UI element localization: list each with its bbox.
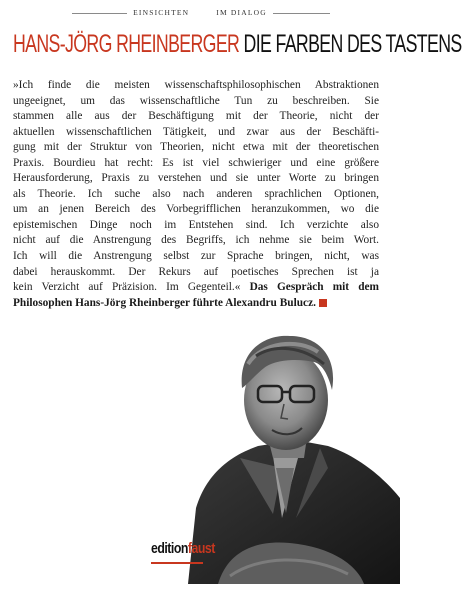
imprint-underline: [151, 562, 203, 564]
quote-line: stammen alle aus der Beschäftigung mit der Theorie, nicht der: [13, 110, 379, 123]
publisher-name-part2: faust: [187, 540, 215, 557]
interview-credit-2: Philosophen Hans-Jörg Rheinberger führte Alexandru Bulucz.: [13, 296, 316, 309]
series-label-right: IM DIALOG: [213, 8, 270, 17]
face-icon: [195, 7, 210, 16]
quote-line: nicht auf die Anstrengung des Begriffs, ich nehme sie beim Wort.: [13, 234, 379, 247]
quote-line: Ich will die Anstrengung selbst zur Sprache bringen, nicht, was: [13, 250, 379, 263]
series-header: [0, 0, 400, 26]
series-label: [0, 7, 400, 17]
series-label-left: EINSICHTEN: [130, 8, 192, 17]
quote-line: »Ich finde die meisten wissenschaftsphilosophischen Abstraktionen: [13, 79, 379, 91]
quote-line: als Theorie. Ich suche also nach anderen sprachlichen Optionen,: [13, 187, 379, 200]
quote-line: epistemischen Dinge noch im Entstehen sind. Ich verzichte also: [13, 218, 379, 231]
book-title: DIE FARBEN DES TASTENS: [243, 30, 462, 58]
interview-credit-1: Das Gespräch mit dem: [249, 281, 379, 294]
quote-line: dabei herauskommt. Der Rekurs auf poetisches Sprechen ist ja: [13, 265, 379, 278]
quote-line-credit: [13, 296, 379, 312]
quote-line: Praxis. Bourdieu hat recht: Es ist viel schwieriger und eine größere: [13, 156, 379, 169]
quote-line: ungeeignet, um das wissenschaftliche Tun zu beschreiben. Sie: [13, 94, 379, 107]
end-mark-icon: [319, 299, 327, 307]
author-name: HANS-JÖRG RHEINBERGER: [13, 30, 240, 58]
quote-text: [13, 78, 379, 311]
quote-line-last: [13, 280, 379, 296]
book-header: [13, 30, 462, 58]
quote-last-line: kein Verzicht auf Präzision. Im Gegenteil.«: [13, 281, 241, 294]
quote-line: Herausforderung, Praxis zu verstehen und sie unter Worte zu bringen: [13, 172, 379, 185]
quote-line: um an jenen Bereich des Vorbegrifflichen heranzukommen, wo die: [13, 203, 379, 216]
publisher-imprint: [151, 540, 215, 557]
quote-line: gung mit der Struktur von Theorien, nicht etwa mit der theoretischen: [13, 141, 379, 154]
publisher-name-part1: edition: [151, 540, 188, 557]
quote-line: aktuellen wissenschaftlichen Tätigkeit, und zwar aus der Beschäfti-: [13, 125, 379, 138]
